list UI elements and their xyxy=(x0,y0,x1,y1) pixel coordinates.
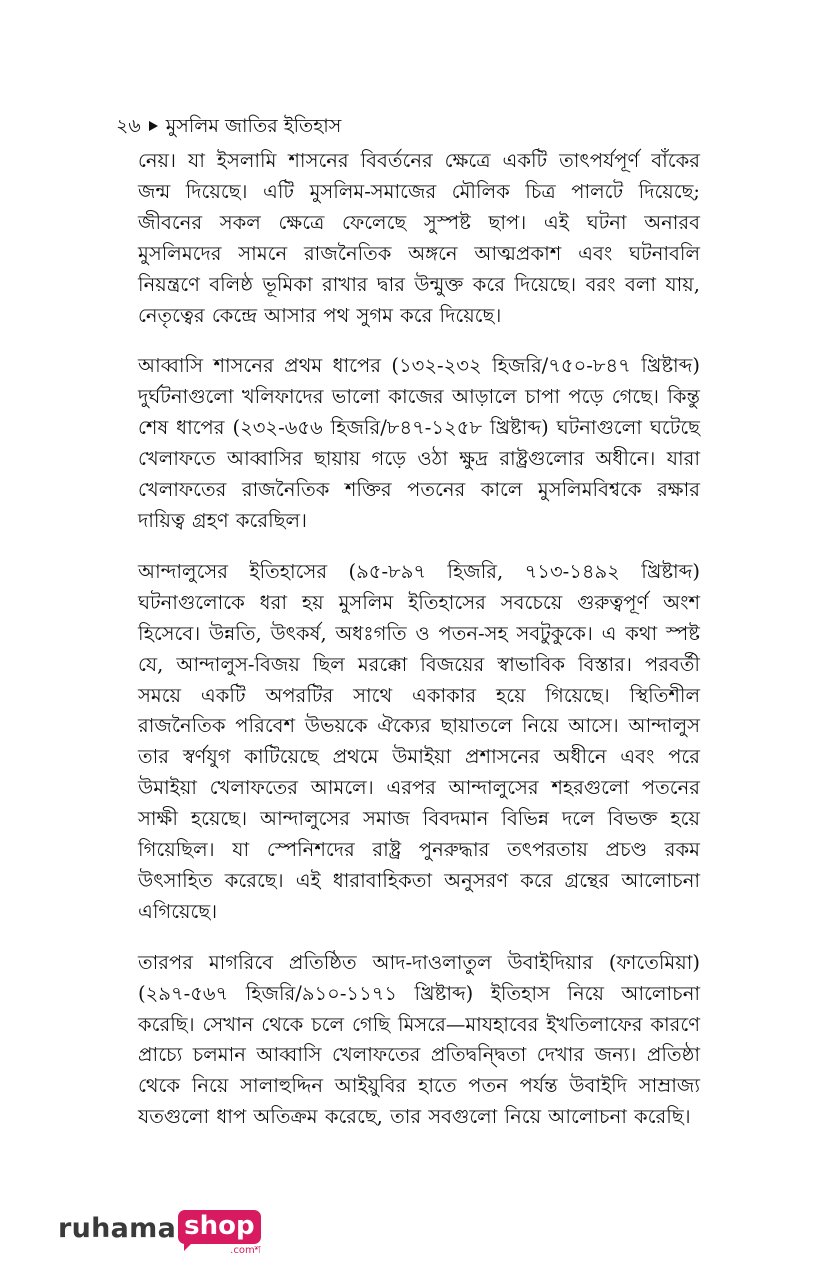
logo-brand-text: ruhama xyxy=(58,1213,177,1244)
book-title: মুসলিম জাতির ইতিহাস xyxy=(165,115,342,137)
logo-suffix: .comশ xyxy=(230,1245,261,1256)
ruhamashop-logo xyxy=(58,1210,261,1258)
paragraph-1: নেয়। যা ইসলামি শাসনের বিবর্তনের ক্ষেত্রে একটি তাৎপর্যপূর্ণ বাঁকের জন্ম দিয়েছে। এটি মুসলিম-সমাজের মৌলিক চিত্র পালটে দিয়েছে; জীবনের সকল ক্ষেত্রে ফেলেছে সুস্পষ্ট ছাপ। এই ঘটনা অনারব মুসলিমদের সামনে রাজনৈতিক অঙ্গনে আত্মপ্রকাশ এবং ঘটনাবলি নিয়ন্ত্রণে বলিষ্ঠ ভূমিকা রাখার দ্বার উন্মুক্ত করে দিয়েছে। বরং বলা যায়, নেতৃত্বের কেন্দ্রে আসার পথ সুগম করে দিয়েছে। xyxy=(138,149,700,327)
page-number: ২৬ xyxy=(116,115,141,137)
speech-tail-icon xyxy=(184,1243,192,1251)
logo-badge xyxy=(178,1210,261,1256)
running-header xyxy=(116,112,716,140)
paragraph-4: তারপর মাগরিবে প্রতিষ্ঠিত আদ-দাওলাতুল উবাইদিয়ার (ফাতেমিয়া) (২৯৭-৫৬৭ হিজরি/৯১০-১১৭১ খ্রিষ্টাব্দ) ইতিহাস নিয়ে আলোচনা করেছি। সেখান থেকে চলে গেছি মিসরে—মাযহাবের ইখতিলাফের কারণে প্রাচ্যে চলমান আব্বাসি খেলাফতের প্রতিদ্বন্দ্বিতা দেখার জন্য। প্রতিষ্ঠা থেকে নিয়ে সালাহুদ্দিন আইয়ুবির হাতে পতন পর্যন্ত উবাইদি সাম্রাজ্য যতগুলো ধাপ অতিক্রম করেছে, তার সবগুলো নিয়ে আলোচনা করেছি। xyxy=(138,950,700,1129)
paragraph-3: আন্দালুসের ইতিহাসের (৯৫-৮৯৭ হিজরি, ৭১৩-১৪৯২ খ্রিষ্টাব্দ) ঘটনাগুলোকে ধরা হয় মুসলিম ইতিহাসের সবচেয়ে গুরুত্বপূর্ণ অংশ হিসেবে। উন্নতি, উৎকর্ষ, অধঃগতি ও পতন-সহ সবটুকুকে। এ কথা স্পষ্ট যে, আন্দালুস-বিজয় ছিল মরক্কো বিজয়ের স্বাভাবিক বিস্তার। পরবর্তী সময়ে একটি অপরটির সাথে একাকার হয়ে গিয়েছে। স্থিতিশীল রাজনৈতিক পরিবেশ উভয়কে ঐক্যের ছায়াতলে নিয়ে আসে। আন্দালুস তার স্বর্ণযুগ কাটিয়েছে প্রথমে উমাইয়া প্রশাসনের অধীনে এবং পরে উমাইয়া খেলাফতের আমলে। এরপর আন্দালুসের শহরগুলো পতনের সাক্ষী হয়েছে। আন্দালুসের সমাজ বিবদমান বিভিন্ন দলে বিভক্ত হয়ে গিয়েছিল। যা স্পেনিশদের রাষ্ট্র পুনরুদ্ধার তৎপরতায় প্রচণ্ড রকম উৎসাহিত করেছে। এই ধারাবাহিকতা অনুসরণ করে গ্রন্থের আলোচনা এগিয়েছে। xyxy=(138,559,700,923)
body-text xyxy=(138,146,700,1153)
paragraph-2: আব্বাসি শাসনের প্রথম ধাপের (১৩২-২৩২ হিজরি/৭৫০-৮৪৭ খ্রিষ্টাব্দ) দুর্ঘটনাগুলো খলিফাদের ভালো কাজের আড়ালে চাপা পড়ে গেছে। কিন্তু শেষ ধাপের (২৩২-৬৫৬ হিজরি/৮৪৭-১২৫৮ খ্রিষ্টাব্দ) ঘটনাগুলো ঘটেছে খেলাফতে আব্বাসির ছায়ায় গড়ে ওঠা ক্ষুদ্র রাষ্ট্রগুলোর অধীনে। যারা খেলাফতের রাজনৈতিক শক্তির পতনের কালে মুসলিমবিশ্বকে রক্ষার দায়িত্ব গ্রহণ করেছিল। xyxy=(138,354,700,532)
logo-badge-text: shop xyxy=(178,1210,260,1244)
arrow-right-icon xyxy=(149,121,158,131)
